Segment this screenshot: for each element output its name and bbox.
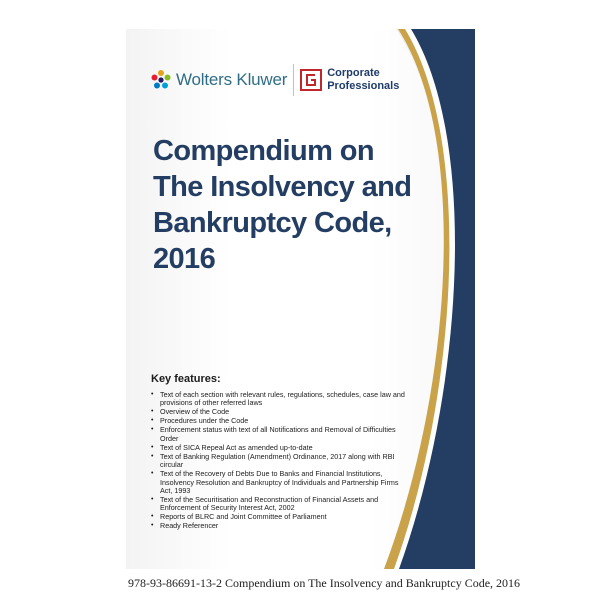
publisher-logos [150, 64, 399, 96]
title-line: 2016 [153, 243, 216, 275]
key-features [151, 373, 411, 531]
feature-item: • Text of Banking Regulation (Amendment) Ordinance, 2017 along with RBI circular [151, 453, 411, 470]
corporate-professionals-logo-icon [300, 69, 322, 91]
logo-divider [293, 64, 294, 96]
title-line: The Insolvency and [153, 171, 412, 203]
feature-item: • Reports of BLRC and Joint Committee of Parliament [151, 513, 411, 521]
isbn-caption: 978-93-86691-13-2 Compendium on The Insolvency and Bankruptcy Code, 2016 [128, 576, 521, 590]
feature-item: • Overview of the Code [151, 408, 411, 416]
feature-item: • Enforcement status with text of all Notifications and Removal of Difficulties Order [151, 426, 411, 443]
title-line: Bankruptcy Code, [153, 207, 392, 239]
book-title [153, 133, 413, 277]
cp-name-line-2: Professionals [327, 80, 400, 92]
feature-item: • Text of SICA Repeal Act as amended up-to-date [151, 444, 411, 452]
wolters-kluwer-name: Wolters Kluwer [176, 70, 288, 89]
corporate-professionals-name [327, 67, 399, 93]
feature-item: • Ready Referencer [151, 522, 411, 530]
feature-item: • Text of each section with relevant rules, regulations, schedules, case law and provisions of other referred laws [151, 391, 411, 408]
key-features-heading: Key features: [151, 373, 221, 385]
feature-item: • Procedures under the Code [151, 417, 411, 425]
feature-item: • Text of the Securitisation and Reconstruction of Financial Assets and Enforcement of Security Interest Act, 2002 [151, 496, 411, 513]
feature-item: • Text of the Recovery of Debts Due to Banks and Financial Institutions, Insolvency Resolution and Bankruptcy of Individuals and Partnership Firms Act, 1993 [151, 470, 411, 495]
title-line: Compendium on [153, 135, 374, 167]
wolters-kluwer-logo-icon [150, 69, 172, 91]
key-features-list [151, 391, 411, 531]
cp-name-line-1: Corporate [327, 67, 380, 79]
book-cover [126, 29, 475, 569]
